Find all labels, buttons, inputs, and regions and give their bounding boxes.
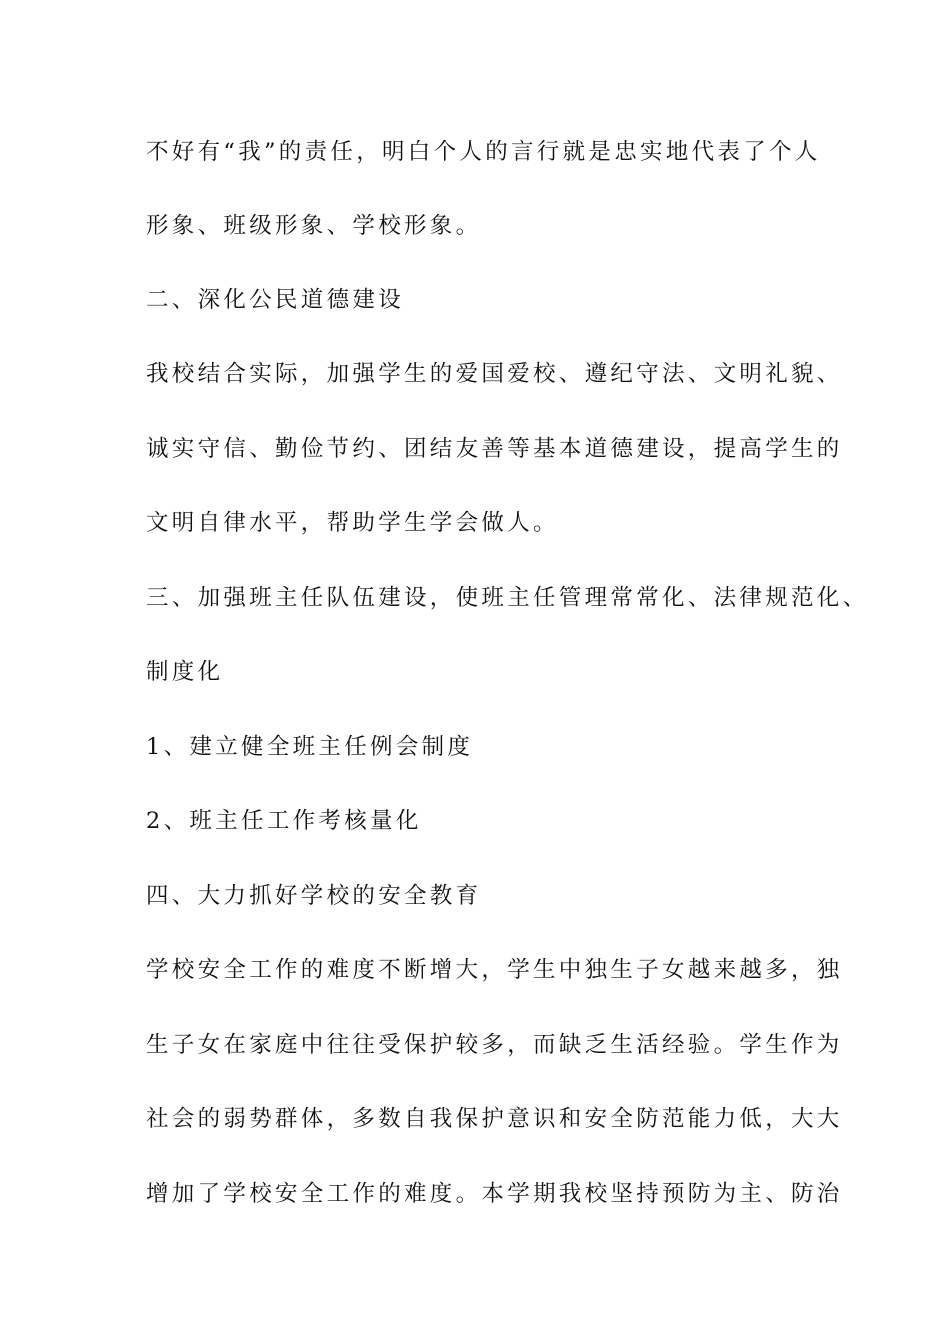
body-text-line: 文明自律水平，帮助学生学会做人。 [146, 510, 559, 536]
body-text-line: 形象、班级形象、学校形象。 [146, 213, 482, 239]
list-item: 2、班主任工作考核量化 [146, 808, 422, 834]
body-text-line: 学校安全工作的难度不断增大，学生中独生子女越来越多，独 [146, 957, 843, 983]
body-text-line: 增加了学校安全工作的难度。本学期我校坚持预防为主、防治 [146, 1181, 843, 1207]
section-heading: 三、加强班主任队伍建设，使班主任管理常常化、法律规范化、 [146, 585, 869, 611]
body-text-line: 不好有“我”的责任，明白个人的言行就是忠实地代表了个人 [146, 139, 821, 165]
body-text-line: 社会的弱势群体，多数自我保护意识和安全防范能力低，大大 [146, 1106, 843, 1132]
body-text-line: 生子女在家庭中往往受保护较多，而缺乏生活经验。学生作为 [146, 1032, 843, 1058]
list-item: 1、建立健全班主任例会制度 [146, 734, 474, 760]
body-text-line: 我校结合实际，加强学生的爱国爱校、遵纪守法、文明礼貌、 [146, 361, 843, 387]
body-text-line: 诚实守信、勤俭节约、团结友善等基本道德建设，提高学生的 [146, 436, 843, 462]
section-heading: 四、大力抓好学校的安全教育 [146, 883, 482, 909]
section-heading: 二、深化公民道德建设 [146, 287, 405, 313]
section-heading-continued: 制度化 [146, 659, 224, 685]
